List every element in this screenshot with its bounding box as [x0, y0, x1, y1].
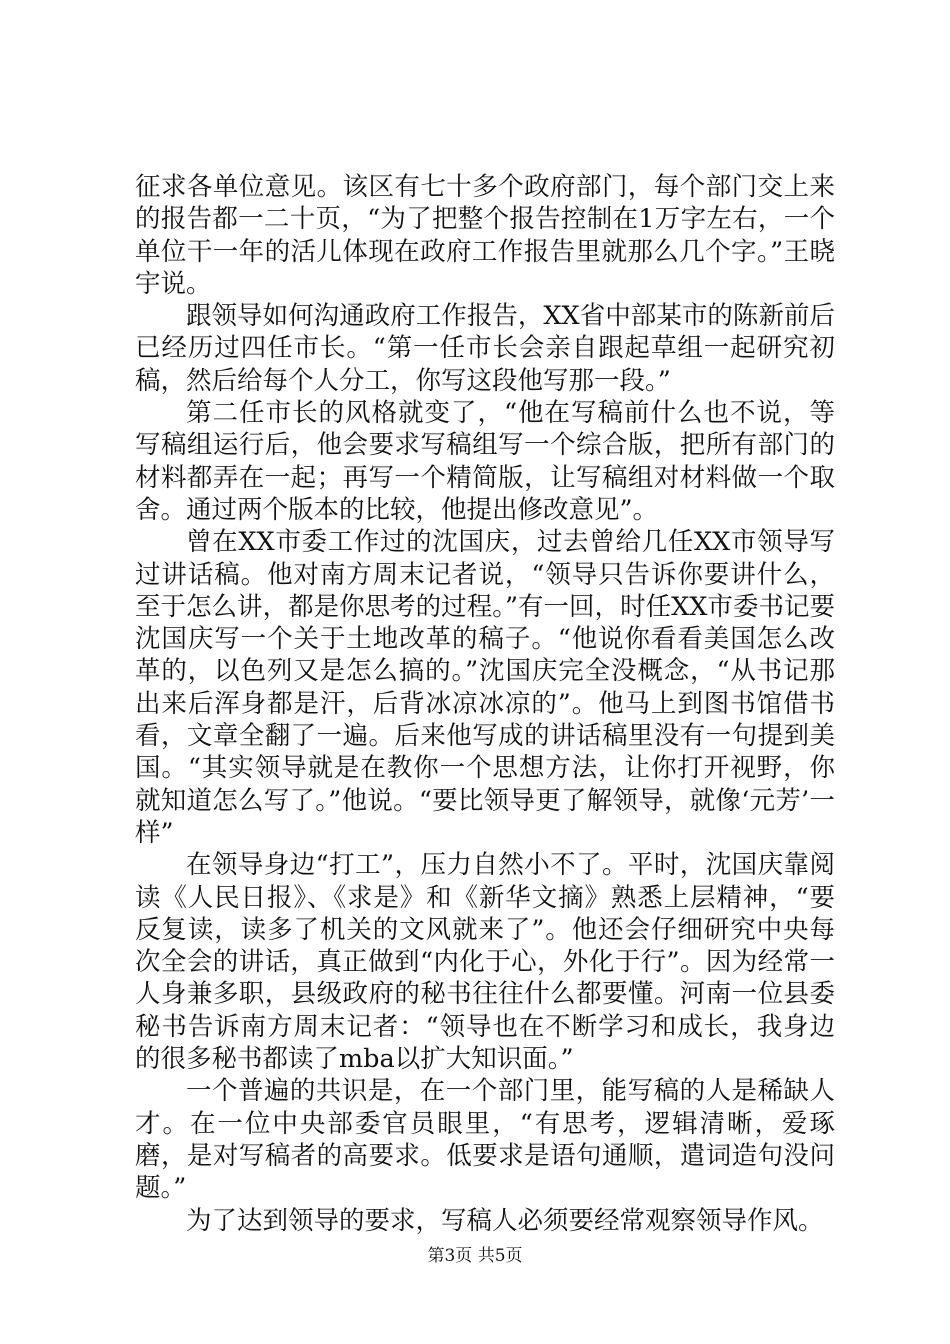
paragraph-7: 为了达到领导的要求，写稿人必须要经常观察领导作风。: [186, 1205, 824, 1236]
paragraph-2: 跟领导如何沟通政府工作报告，XX省中部某市的陈新前后已经历过四任市长。“第一任市长会亲自跟起草组一起研究初稿，然后给每个人分工，你写这段他写那一段。”: [135, 301, 835, 396]
paragraph-5: 在领导身边“打工”，压力自然小不了。平时，沈国庆靠阅读《人民日报》、《求是》和《新华文摘》熟悉上层精神，“要反复读，读多了机关的文风就来了”。他还会仔细研究中央每次全会的讲话，真正做到“内化于心，外化于行”。因为经常一人身兼多职，县级政府的秘书往往什么都要懂。河南一位县委秘书告诉南方周末记者：“领导也在不断学习和成长，我身边的很多秘书都读了mba以扩大知识面。”: [135, 850, 835, 1075]
paragraph-1: 征求各单位意见。该区有七十多个政府部门，每个部门交上来的报告都一二十页，“为了把整个报告控制在1万字左右，一个单位干一年的活儿体现在政府工作报告里就那么几个字。”王晓宇说。: [135, 172, 835, 299]
page-footer: 第3页 共5页: [427, 1246, 523, 1266]
paragraph-3: 第二任市长的风格就变了，“他在写稿前什么也不说，等写稿组运行后，他会要求写稿组写一个综合版，把所有部门的材料都弄在一起；再写一个精简版，让写稿组对材料做一个取舍。通过两个版本的比较，他提出修改意见”。: [135, 398, 835, 525]
paragraph-4: 曾在XX市委工作过的沈国庆，过去曾给几任XX市领导写过讲话稿。他对南方周末记者说，“领导只告诉你要讲什么，至于怎么讲，都是你思考的过程。”有一回，时任XX市委书记要沈国庆写一个关于土地改革的稿子。“他说你看看美国怎么改革的，以色列又是怎么搞的。”沈国庆完全没概念，“从书记那出来后浑身都是汗，后背冰凉冰凉的”。他马上到图书馆借书看，文章全翻了一遍。后来他写成的讲话稿里没有一句提到美国。“其实领导就是在教你一个思想方法，让你打开视野，你就知道怎么写了。”他说。“要比领导更了解领导，就像‘元芳’一样”: [135, 527, 835, 848]
document-body: [135, 171, 835, 1237]
paragraph-6: 一个普遍的共识是，在一个部门里，能写稿的人是稀缺人才。在一位中央部委官员眼里，“有思考，逻辑清晰，爱琢磨，是对写稿者的高要求。低要求是语句通顺，遣词造句没问题。”: [135, 1076, 835, 1204]
